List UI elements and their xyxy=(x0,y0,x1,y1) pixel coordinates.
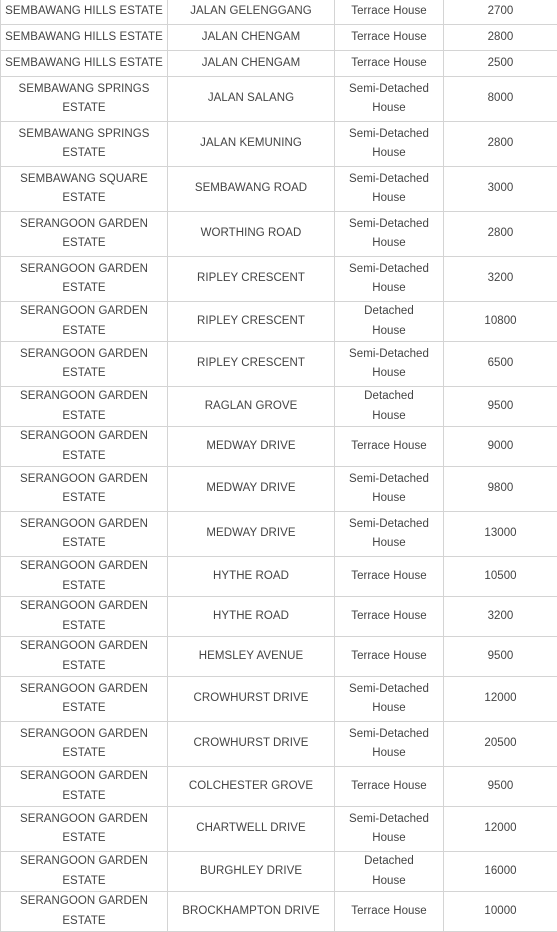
cell-type: Semi-Detached House xyxy=(335,807,444,852)
cell-type: Semi-Detached House xyxy=(335,677,444,722)
cell-street: RAGLAN GROVE xyxy=(168,387,335,427)
cell-street: MEDWAY DRIVE xyxy=(168,467,335,512)
cell-estate: SERANGOON GARDEN ESTATE xyxy=(1,677,168,722)
rental-table-body xyxy=(1,0,557,932)
cell-rent: 3000 xyxy=(444,167,557,212)
cell-type: Detached House xyxy=(335,302,444,342)
cell-estate: SERANGOON GARDEN ESTATE xyxy=(1,892,168,932)
table-row xyxy=(1,212,557,257)
cell-type: Terrace House xyxy=(335,767,444,807)
cell-type: Semi-Detached House xyxy=(335,467,444,512)
cell-rent: 9800 xyxy=(444,467,557,512)
cell-estate: SERANGOON GARDEN ESTATE xyxy=(1,597,168,637)
table-row xyxy=(1,342,557,387)
table-row xyxy=(1,677,557,722)
cell-street: HYTHE ROAD xyxy=(168,557,335,597)
cell-type: Terrace House xyxy=(335,637,444,677)
cell-rent: 10800 xyxy=(444,302,557,342)
cell-rent: 12000 xyxy=(444,807,557,852)
cell-type: Semi-Detached House xyxy=(335,77,444,122)
cell-rent: 16000 xyxy=(444,852,557,892)
table-row xyxy=(1,467,557,512)
cell-type: Semi-Detached House xyxy=(335,512,444,557)
cell-street: COLCHESTER GROVE xyxy=(168,767,335,807)
cell-estate: SERANGOON GARDEN ESTATE xyxy=(1,387,168,427)
cell-rent: 9000 xyxy=(444,427,557,467)
table-row xyxy=(1,257,557,302)
cell-street: CHARTWELL DRIVE xyxy=(168,807,335,852)
cell-street: JALAN KEMUNING xyxy=(168,122,335,167)
cell-rent: 2800 xyxy=(444,122,557,167)
cell-type: Terrace House xyxy=(335,427,444,467)
cell-rent: 20500 xyxy=(444,722,557,767)
cell-street: JALAN CHENGAM xyxy=(168,25,335,51)
cell-estate: SERANGOON GARDEN ESTATE xyxy=(1,342,168,387)
table-row xyxy=(1,77,557,122)
cell-street: WORTHING ROAD xyxy=(168,212,335,257)
cell-rent: 3200 xyxy=(444,597,557,637)
cell-rent: 9500 xyxy=(444,767,557,807)
table-row xyxy=(1,637,557,677)
cell-rent: 2500 xyxy=(444,51,557,77)
cell-street: SEMBAWANG ROAD xyxy=(168,167,335,212)
table-row xyxy=(1,722,557,767)
cell-rent: 6500 xyxy=(444,342,557,387)
cell-estate: SEMBAWANG SQUARE ESTATE xyxy=(1,167,168,212)
cell-street: JALAN CHENGAM xyxy=(168,51,335,77)
cell-estate: SERANGOON GARDEN ESTATE xyxy=(1,427,168,467)
cell-estate: SEMBAWANG SPRINGS ESTATE xyxy=(1,77,168,122)
cell-street: MEDWAY DRIVE xyxy=(168,427,335,467)
cell-rent: 2800 xyxy=(444,25,557,51)
cell-street: CROWHURST DRIVE xyxy=(168,677,335,722)
cell-street: MEDWAY DRIVE xyxy=(168,512,335,557)
cell-type: Detached House xyxy=(335,852,444,892)
table-row xyxy=(1,767,557,807)
cell-estate: SERANGOON GARDEN ESTATE xyxy=(1,257,168,302)
table-row xyxy=(1,427,557,467)
cell-estate: SERANGOON GARDEN ESTATE xyxy=(1,212,168,257)
cell-rent: 10500 xyxy=(444,557,557,597)
table-row xyxy=(1,122,557,167)
cell-estate: SEMBAWANG SPRINGS ESTATE xyxy=(1,122,168,167)
cell-rent: 2800 xyxy=(444,212,557,257)
cell-estate: SERANGOON GARDEN ESTATE xyxy=(1,512,168,557)
cell-type: Detached House xyxy=(335,387,444,427)
table-row xyxy=(1,51,557,77)
cell-estate: SERANGOON GARDEN ESTATE xyxy=(1,807,168,852)
cell-rent: 2700 xyxy=(444,0,557,25)
cell-type: Semi-Detached House xyxy=(335,212,444,257)
cell-street: BURGHLEY DRIVE xyxy=(168,852,335,892)
cell-type: Terrace House xyxy=(335,597,444,637)
cell-type: Semi-Detached House xyxy=(335,342,444,387)
cell-street: CROWHURST DRIVE xyxy=(168,722,335,767)
cell-estate: SERANGOON GARDEN ESTATE xyxy=(1,852,168,892)
table-row xyxy=(1,597,557,637)
cell-estate: SERANGOON GARDEN ESTATE xyxy=(1,302,168,342)
table-row xyxy=(1,25,557,51)
cell-street: RIPLEY CRESCENT xyxy=(168,342,335,387)
cell-rent: 3200 xyxy=(444,257,557,302)
table-row xyxy=(1,807,557,852)
cell-rent: 13000 xyxy=(444,512,557,557)
cell-estate: SERANGOON GARDEN ESTATE xyxy=(1,767,168,807)
cell-estate: SERANGOON GARDEN ESTATE xyxy=(1,722,168,767)
cell-type: Semi-Detached House xyxy=(335,167,444,212)
table-row xyxy=(1,302,557,342)
cell-estate: SERANGOON GARDEN ESTATE xyxy=(1,557,168,597)
cell-estate: SEMBAWANG HILLS ESTATE xyxy=(1,0,168,25)
cell-street: RIPLEY CRESCENT xyxy=(168,302,335,342)
cell-type: Semi-Detached House xyxy=(335,257,444,302)
cell-type: Semi-Detached House xyxy=(335,722,444,767)
cell-estate: SERANGOON GARDEN ESTATE xyxy=(1,637,168,677)
cell-estate: SERANGOON GARDEN ESTATE xyxy=(1,467,168,512)
table-row xyxy=(1,0,557,25)
cell-type: Terrace House xyxy=(335,557,444,597)
cell-estate: SEMBAWANG HILLS ESTATE xyxy=(1,51,168,77)
table-row xyxy=(1,892,557,932)
cell-rent: 8000 xyxy=(444,77,557,122)
cell-street: RIPLEY CRESCENT xyxy=(168,257,335,302)
table-row xyxy=(1,557,557,597)
cell-rent: 10000 xyxy=(444,892,557,932)
table-row xyxy=(1,512,557,557)
cell-type: Terrace House xyxy=(335,51,444,77)
cell-rent: 9500 xyxy=(444,637,557,677)
cell-street: HEMSLEY AVENUE xyxy=(168,637,335,677)
table-row xyxy=(1,167,557,212)
table-row xyxy=(1,387,557,427)
cell-street: JALAN SALANG xyxy=(168,77,335,122)
cell-rent: 12000 xyxy=(444,677,557,722)
table-row xyxy=(1,852,557,892)
cell-type: Terrace House xyxy=(335,25,444,51)
cell-type: Semi-Detached House xyxy=(335,122,444,167)
cell-street: BROCKHAMPTON DRIVE xyxy=(168,892,335,932)
cell-rent: 9500 xyxy=(444,387,557,427)
cell-estate: SEMBAWANG HILLS ESTATE xyxy=(1,25,168,51)
cell-type: Terrace House xyxy=(335,0,444,25)
cell-street: HYTHE ROAD xyxy=(168,597,335,637)
cell-type: Terrace House xyxy=(335,892,444,932)
cell-street: JALAN GELENGGANG xyxy=(168,0,335,25)
